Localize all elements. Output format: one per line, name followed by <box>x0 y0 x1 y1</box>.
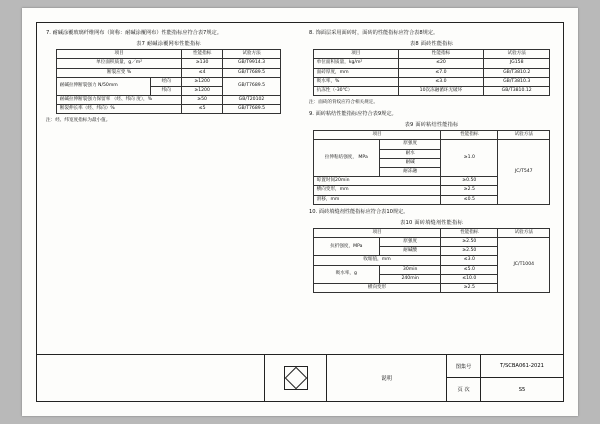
page-row <box>447 378 563 401</box>
table9-g4-label: 耐冻融 <box>379 168 441 177</box>
emblem-cell <box>265 355 327 401</box>
table8-r2-label: 面砖厚度，mm <box>313 68 398 77</box>
table9-g2-label: 耐水 <box>379 149 441 158</box>
table9-g-spec: ≥1.0 <box>441 140 498 177</box>
left-column <box>37 23 300 355</box>
table-row <box>56 50 280 59</box>
table-7 <box>56 49 281 114</box>
table10-r2-sub: 耐碱酸 <box>379 247 441 256</box>
paragraph-7: 7. 耐碱涂覆玻璃纤维网布（简称：耐碱涂覆网布）性能指标应符合表7规定。 <box>46 30 222 36</box>
table8-header-item: 项目 <box>313 50 398 59</box>
table7-note: 注：经、纬宽度指标为最小值。 <box>46 118 111 124</box>
table7-r3b-spec: ≥1200 <box>182 86 222 95</box>
table8-r4-label: 抗冻性（-30℃） <box>313 86 398 95</box>
table10-r1-sub: 原强度 <box>379 238 441 247</box>
table-9 <box>313 130 551 205</box>
title-block-blank <box>37 355 265 401</box>
table10-r1-label: 抗折强度，MPa <box>313 238 379 256</box>
table-row <box>313 86 550 95</box>
table7-r1-spec: ≥130 <box>182 59 222 68</box>
table-row <box>56 77 280 86</box>
table9-r1-spec: ≥0.50 <box>441 177 498 186</box>
code-row <box>447 355 563 378</box>
table9-r3-label: 滑移，mm <box>313 195 441 204</box>
table10-r5-spec: ≤10.0 <box>441 274 498 283</box>
table7-r3-method: GB/T7689.5 <box>222 77 280 95</box>
table-row <box>313 140 550 149</box>
table9-r3-spec: ≤0.5 <box>441 195 498 204</box>
table10-r4-sub: 30min <box>379 265 441 274</box>
table-row <box>313 228 550 237</box>
emblem-icon <box>284 366 308 390</box>
table7-r5-label: 断裂伸长率（经、纬向）% <box>56 105 182 114</box>
table7-header-item: 项目 <box>56 50 182 59</box>
table10-r4-label: 吸水率，g <box>313 265 379 283</box>
table9-header-method: 试验方法 <box>498 131 550 140</box>
table9-r2-label: 横向变形，mm <box>313 186 441 195</box>
table7-r4-spec: ≥50 <box>182 96 222 105</box>
table9-g1-label: 原强度 <box>379 140 441 149</box>
table-10 <box>313 228 551 293</box>
table10-title: 表10 面砖填缝剂性能指标 <box>400 219 463 226</box>
table8-r3-method: GB/T3810.3 <box>484 77 550 86</box>
table9-header-spec: 性能指标 <box>441 131 498 140</box>
page-border <box>36 22 564 402</box>
table8-r3-spec: ≤3.0 <box>398 77 483 86</box>
table9-method: JC/T547 <box>498 140 550 204</box>
code-cell <box>447 355 563 401</box>
table10-r6-spec: ≥2.5 <box>441 284 498 293</box>
table9-header-item: 项目 <box>313 131 441 140</box>
table8-r1-method: JG158 <box>484 59 550 68</box>
table7-r4-method: GB/T20102 <box>222 96 280 105</box>
table8-note: 注：面砖的背纹应符合相关规定。 <box>309 100 378 106</box>
paragraph-10: 10. 面砖填缝剂性能指标应符合表10规定。 <box>309 208 409 215</box>
table10-r3-spec: ≤3.0 <box>441 256 498 265</box>
table-row <box>313 238 550 247</box>
content-columns <box>37 23 563 355</box>
table9-g3-label: 耐碱 <box>379 158 441 167</box>
table7-header-method: 试验方法 <box>222 50 280 59</box>
right-column <box>300 23 563 355</box>
table7-r1-method: GB/T9914.3 <box>222 59 280 68</box>
table7-r4-label: 耐碱拉伸断裂强力保留率 （经、纬向 度），% <box>56 96 182 105</box>
table8-r4-method: GB/T3810.12 <box>484 86 550 95</box>
table10-r5-sub: 240min <box>379 274 441 283</box>
table7-r2-spec: ≤4 <box>182 68 222 77</box>
table7-r3-label: 耐碱拉伸断裂强力 N/50mm <box>56 77 150 95</box>
table8-r3-label: 吸水率，% <box>313 77 398 86</box>
table8-r1-label: 单位面积质量，kg/m² <box>313 59 398 68</box>
title-block <box>37 354 563 401</box>
page-label: 页 次 <box>447 378 481 401</box>
table7-r3a-dir: 经向 <box>151 77 182 86</box>
table7-r3b-dir: 纬向 <box>151 86 182 95</box>
table10-r4-spec: ≤5.0 <box>441 265 498 274</box>
table-row <box>313 68 550 77</box>
table8-r2-method: GB/T3810.2 <box>484 68 550 77</box>
table10-header-item: 项目 <box>313 228 441 237</box>
table10-r3-label: 收缩值，mm <box>313 256 441 265</box>
code-value: T/SCBA061-2021 <box>500 363 544 369</box>
table7-r3a-spec: ≥1200 <box>182 77 222 86</box>
table7-header-spec: 性能指标 <box>182 50 222 59</box>
table10-header-spec: 性能指标 <box>441 228 498 237</box>
table-row <box>313 131 550 140</box>
table7-r1-label: 单位面积质量，g／m² <box>56 59 182 68</box>
table10-header-method: 试验方法 <box>498 228 550 237</box>
table10-r2-spec: ≥2.50 <box>441 247 498 256</box>
table-row <box>56 68 280 77</box>
table-row <box>56 96 280 105</box>
table10-method: JC/T1004 <box>498 238 550 293</box>
table9-r1-label: 晾置时间20min <box>313 177 441 186</box>
table8-header-method: 试验方法 <box>484 50 550 59</box>
table8-title: 表8 面砖性能指标 <box>409 41 454 48</box>
paragraph-9: 9. 面砖粘结性能指标应符合表9规定。 <box>309 111 397 118</box>
table8-r1-spec: ≤20 <box>398 59 483 68</box>
code-label: 图集号 <box>447 355 481 377</box>
table9-r2-spec: ≥2.5 <box>441 186 498 195</box>
table8-r4-spec: 10次冻融循环无破坏 <box>398 86 483 95</box>
document-page <box>22 8 578 416</box>
table-row <box>56 59 280 68</box>
table8-header-spec: 性能指标 <box>398 50 483 59</box>
table9-group-label: 拉伸粘结强度， MPa <box>313 140 379 177</box>
table7-r5-method: GB/T7689.5 <box>222 105 280 114</box>
table7-title: 表7 耐碱涂覆网布性能指标 <box>136 41 201 48</box>
table-row <box>313 77 550 86</box>
table10-r6-label: 横向变形 <box>313 284 441 293</box>
table7-r5-spec: ≤5 <box>182 105 222 114</box>
table9-title: 表9 面砖粘结性能指标 <box>404 122 459 129</box>
description-cell: 说明 <box>327 355 447 401</box>
table-row <box>313 59 550 68</box>
table8-r2-spec: ≤7.0 <box>398 68 483 77</box>
table10-r1-spec: ≥2.50 <box>441 238 498 247</box>
table-row <box>313 50 550 59</box>
page-value: S5 <box>518 386 526 393</box>
table7-r2-label: 断裂应变 % <box>56 68 182 77</box>
table-row <box>56 105 280 114</box>
table7-r2-method: GB/T7689.5 <box>222 68 280 77</box>
table-8 <box>313 49 551 96</box>
paragraph-8: 8. 饰面层采用面砖时，面砖的性能指标应符合表8规定。 <box>309 30 439 36</box>
